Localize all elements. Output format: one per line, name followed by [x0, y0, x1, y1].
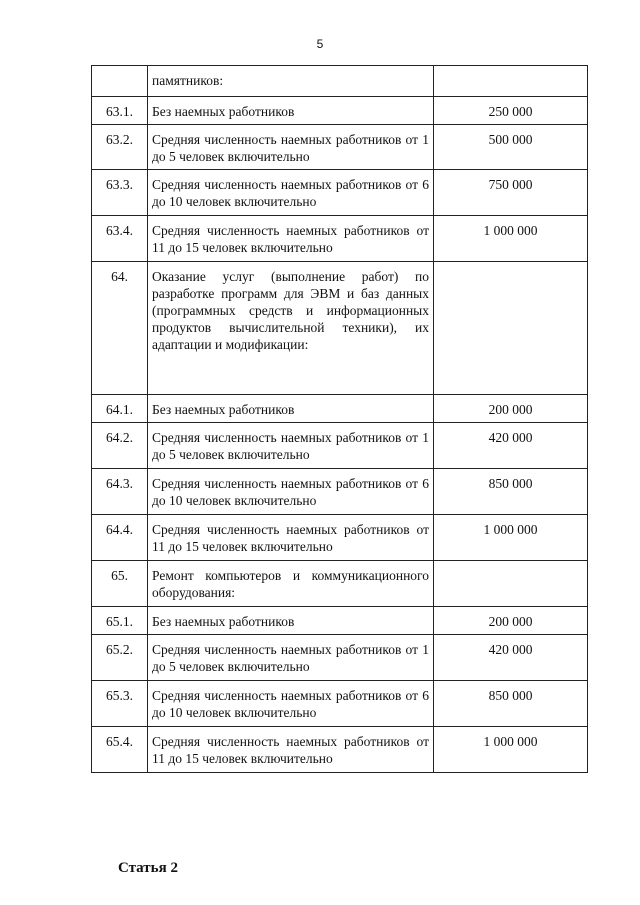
table-row — [92, 561, 588, 607]
row-number: 64.2. — [92, 423, 148, 469]
row-description: Без наемных работников — [148, 395, 434, 423]
row-description: Средняя численность наемных работников от 11 до 15 человек включительно — [148, 515, 434, 561]
row-description: Оказание услуг (выполнение работ) по разработке программ для ЭВМ и баз данных (программных средств и информационных продуктов вычислительной техники), их адаптации и модификации: — [148, 262, 434, 395]
table-row — [92, 395, 588, 423]
row-amount: 200 000 — [434, 607, 588, 635]
row-amount: 200 000 — [434, 395, 588, 423]
row-description: Средняя численность наемных работников от 6 до 10 человек включительно — [148, 681, 434, 727]
row-number: 65. — [92, 561, 148, 607]
row-number: 65.1. — [92, 607, 148, 635]
row-description: памятников: — [148, 66, 434, 97]
table-row — [92, 515, 588, 561]
row-number — [92, 66, 148, 97]
row-amount — [434, 262, 588, 395]
row-amount — [434, 561, 588, 607]
row-amount: 420 000 — [434, 423, 588, 469]
table-row — [92, 262, 588, 395]
row-amount: 1 000 000 — [434, 727, 588, 773]
table-row — [92, 607, 588, 635]
row-number: 64.3. — [92, 469, 148, 515]
tariff-table-body — [92, 66, 588, 773]
tariff-table — [91, 65, 588, 773]
row-amount — [434, 66, 588, 97]
row-description: Без наемных работников — [148, 97, 434, 125]
row-number: 63.2. — [92, 125, 148, 170]
row-number: 64.4. — [92, 515, 148, 561]
row-number: 64. — [92, 262, 148, 395]
row-number: 65.2. — [92, 635, 148, 681]
row-description: Средняя численность наемных работников от 1 до 5 человек включительно — [148, 423, 434, 469]
table-row — [92, 170, 588, 216]
row-amount: 420 000 — [434, 635, 588, 681]
table-row — [92, 216, 588, 262]
row-number: 65.4. — [92, 727, 148, 773]
table-row — [92, 681, 588, 727]
row-description: Средняя численность наемных работников от 6 до 10 человек включительно — [148, 469, 434, 515]
table-row — [92, 635, 588, 681]
table-row — [92, 97, 588, 125]
row-description: Средняя численность наемных работников от 11 до 15 человек включительно — [148, 216, 434, 262]
table-row — [92, 125, 588, 170]
table-row — [92, 423, 588, 469]
table-row — [92, 469, 588, 515]
row-amount: 500 000 — [434, 125, 588, 170]
row-description: Средняя численность наемных работников от 11 до 15 человек включительно — [148, 727, 434, 773]
row-amount: 850 000 — [434, 469, 588, 515]
row-amount: 250 000 — [434, 97, 588, 125]
row-amount: 1 000 000 — [434, 216, 588, 262]
row-description: Средняя численность наемных работников от 1 до 5 человек включительно — [148, 635, 434, 681]
row-amount: 750 000 — [434, 170, 588, 216]
row-number: 65.3. — [92, 681, 148, 727]
row-number: 63.1. — [92, 97, 148, 125]
row-description: Ремонт компьютеров и коммуникационного оборудования: — [148, 561, 434, 607]
page-number: 5 — [316, 37, 324, 51]
row-number: 63.3. — [92, 170, 148, 216]
table-row — [92, 727, 588, 773]
row-description: Средняя численность наемных работников от 6 до 10 человек включительно — [148, 170, 434, 216]
row-number: 64.1. — [92, 395, 148, 423]
row-amount: 850 000 — [434, 681, 588, 727]
row-description: Средняя численность наемных работников от 1 до 5 человек включительно — [148, 125, 434, 170]
row-number: 63.4. — [92, 216, 148, 262]
table-row — [92, 66, 588, 97]
row-amount: 1 000 000 — [434, 515, 588, 561]
article-heading: Статья 2 — [118, 860, 178, 876]
row-description: Без наемных работников — [148, 607, 434, 635]
